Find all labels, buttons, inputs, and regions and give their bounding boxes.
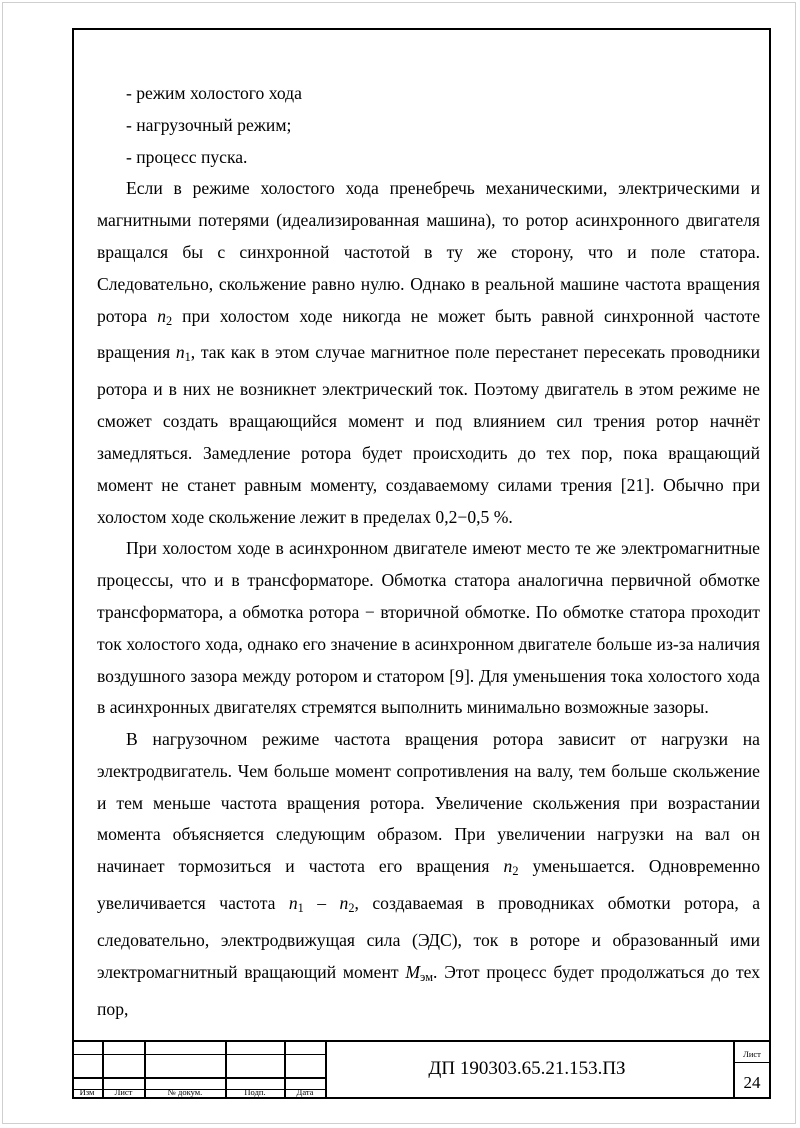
sheet-number: 24 [743,1073,761,1092]
col-list-label: Лист [114,1087,133,1097]
body-text [97,78,760,1026]
math-symbol: $n_1$ [288,893,304,916]
sheet-label: Лист [743,1049,761,1059]
paragraph-load-mode: В нагрузочном режиме частота вращения ротора зависит от нагрузки на электродвигатель. Чем больше момент сопротивления на валу, тем больше скольжение и тем меньше частота вращения ротора. Увеличение скольжения при возрастании момента объясняется следующим образом. При увеличении нагрузки на вал он начинает тормозиться и частота его вращения $n_2$ уменьшается. Одновременно увеличивается частота $n_1 - n_2$, создаваемая в проводниках обмотки ротора, а следовательно, электродвижущая сила (ЭДС), ток в роторе и образованный ими электромагнитный вращающий момент $M_{эм}$. Этот процесс будет продолжаться до тех пор, [97,729,761,1019]
math-symbol: $n_2$ [339,893,355,916]
math-symbol: $n_2$ [157,305,173,328]
list-item-start-process: - процесс пуска. [126,146,248,167]
paragraph-idle-mode: Если в режиме холостого хода пренебречь механическими, электрическими и магнитными потерями (идеализированная машина), то ротор асинхронного двигателя вращался бы с синхронной частотой в ту же сторону, что и поле статора. Следовательно, скольжение равно нулю. Однако в реальной машине частота вращения ротора $n_2$ при холостом ходе никогда не может быть равной синхронной частоте вращения $n_1$, так как в этом случае магнитное поле перестанет пересекать проводники ротора и в них не возникнет электрический ток. Поэтому двигатель в этом режиме не сможет создать вращающийся момент и под влиянием сил трения ротор начнёт замедляться. Замедление ротора будет происходить до тех пор, пока вращающий момент не станет равным моменту, создаваемому силами трения [21]. Обычно при холостом ходе скольжение лежит в пределах 0,2−0,5 %. [97,178,761,527]
paragraph-transformer-analogy: При холостом ходе в асинхронном двигателе имеют место те же электромагнитные процессы, что и в трансформаторе. Обмотка статора аналогична первичной обмотке трансформатора, а обмотка ротора − вторичной обмотке. По обмотке статора проходит ток холостого хода, однако его значение в асинхронном двигателе больше из-за наличия воздушного зазора между ротором и статором [9]. Для уменьшения тока холостого хода в асинхронных двигателях стремятся выполнить минимально возможные зазоры. [97,538,760,718]
document-code: ДП 190303.65.21.153.ПЗ [428,1058,626,1079]
col-date-label: Дата [296,1087,314,1097]
col-sign-label: Подп. [244,1087,266,1097]
list-item-idle-mode: - режим холостого хода [126,83,302,103]
math-symbol: $n_1$ [175,342,191,365]
math-symbol: $M_{эм}$ [405,961,433,984]
math-symbol: $n_2$ [503,856,519,879]
title-block [72,1040,771,1099]
col-izm-label: Изм [79,1087,95,1097]
col-doc-label: № докум. [167,1087,203,1097]
list-item-load-mode: - нагрузочный режим; [126,114,292,135]
